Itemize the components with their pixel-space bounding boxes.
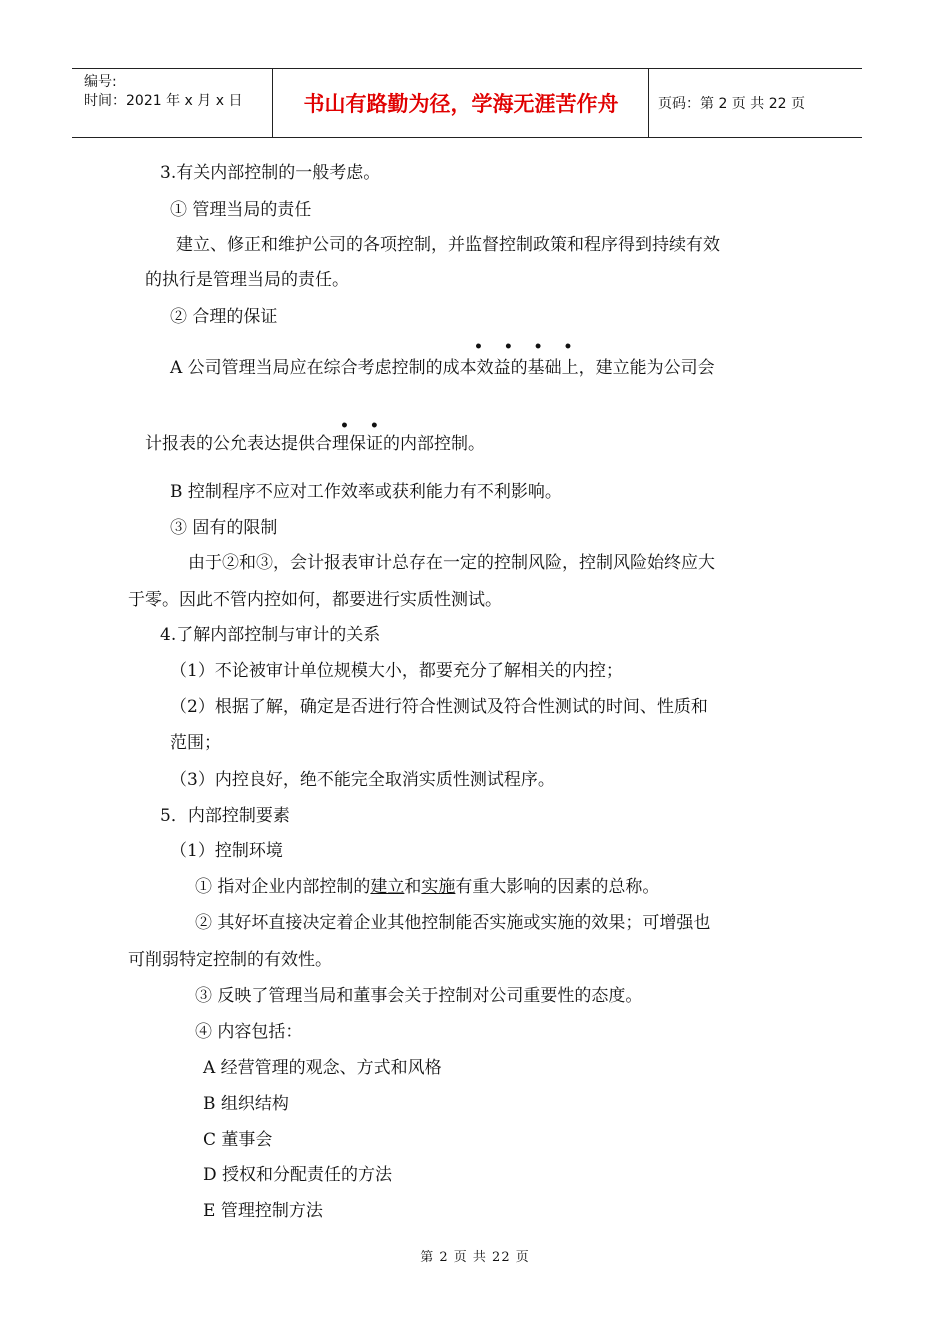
- underlined-term: 实施: [421, 877, 456, 897]
- header-info-cell: [72, 69, 272, 137]
- sub-heading: （1）控制环境: [170, 841, 283, 861]
- paragraph-line: 建立、修正和维护公司的各项控制，并监督控制政策和程序得到持续有效: [176, 235, 720, 255]
- list-item: （1）不论被审计单位规模大小，都要充分了解相关的内控；: [170, 661, 623, 681]
- list-item: （2）根据了解，确定是否进行符合性测试及符合性测试的时间、性质和: [170, 697, 708, 717]
- paragraph-line: 计报表的公允表达提供合理保证的内部控制。: [145, 434, 485, 454]
- header-motto: 书山有路勤为径，学海无涯苦作舟: [303, 92, 619, 116]
- paragraph-line: 于零。因此不管内控如何，都要进行实质性测试。: [128, 590, 502, 610]
- list-item: E 管理控制方法: [203, 1201, 323, 1221]
- header-page-label: 页码：第 2 页 共 22 页: [658, 96, 805, 112]
- line-text: ① 指对企业内部控制的: [195, 877, 371, 897]
- paragraph-line: A 公司管理当局应在综合考虑控制的成本效益的基础上，建立能为公司会: [170, 358, 715, 378]
- time-label: 时间：2021 年 x 月 x 日: [84, 93, 243, 109]
- page-footer: 第 2 页 共 22 页: [420, 1250, 530, 1265]
- paragraph-line: B 控制程序不应对工作效率或获利能力有不利影响。: [170, 482, 562, 502]
- paragraph-line: 的执行是管理当局的责任。: [145, 270, 349, 290]
- list-item: B 组织结构: [203, 1094, 289, 1114]
- paragraph-line: ③ 反映了管理当局和董事会关于控制对公司重要性的态度。: [195, 986, 643, 1006]
- paragraph-line: 可削弱特定控制的有效性。: [128, 950, 332, 970]
- paragraph-line: [195, 876, 659, 898]
- number-label: 编号:: [84, 74, 117, 90]
- section-heading: 4.了解内部控制与审计的关系: [160, 625, 381, 645]
- sub-heading: ③ 固有的限制: [170, 518, 278, 538]
- line-text: 和: [404, 877, 422, 897]
- list-item: C 董事会: [203, 1130, 273, 1150]
- list-item: A 经营管理的观念、方式和风格: [203, 1058, 442, 1078]
- underlined-term: 建立: [370, 877, 405, 897]
- list-item: D 授权和分配责任的方法: [203, 1165, 393, 1185]
- list-item: （3）内控良好，绝不能完全取消实质性测试程序。: [170, 770, 555, 790]
- paragraph-line: 由于②和③，会计报表审计总存在一定的控制风险，控制风险始终应大: [188, 553, 715, 573]
- section-heading: 5．内部控制要素: [160, 806, 290, 826]
- list-item: 范围；: [170, 733, 221, 753]
- header-divider: [272, 69, 273, 137]
- section-heading: 3.有关内部控制的一般考虑。: [160, 163, 381, 183]
- sub-heading: ① 管理当局的责任: [170, 200, 312, 220]
- emphasis-dots: • •: [340, 418, 387, 434]
- paragraph-line: ② 其好坏直接决定着企业其他控制能否实施或实施的效果；可增强也: [195, 913, 711, 933]
- emphasis-dots: • • • •: [474, 339, 581, 355]
- header-divider: [648, 69, 649, 137]
- line-text: 有重大影响的因素的总称。: [455, 877, 660, 897]
- sub-heading: ② 合理的保证: [170, 307, 278, 327]
- sub-heading: ④ 内容包括：: [195, 1022, 303, 1042]
- document-header: [72, 68, 862, 138]
